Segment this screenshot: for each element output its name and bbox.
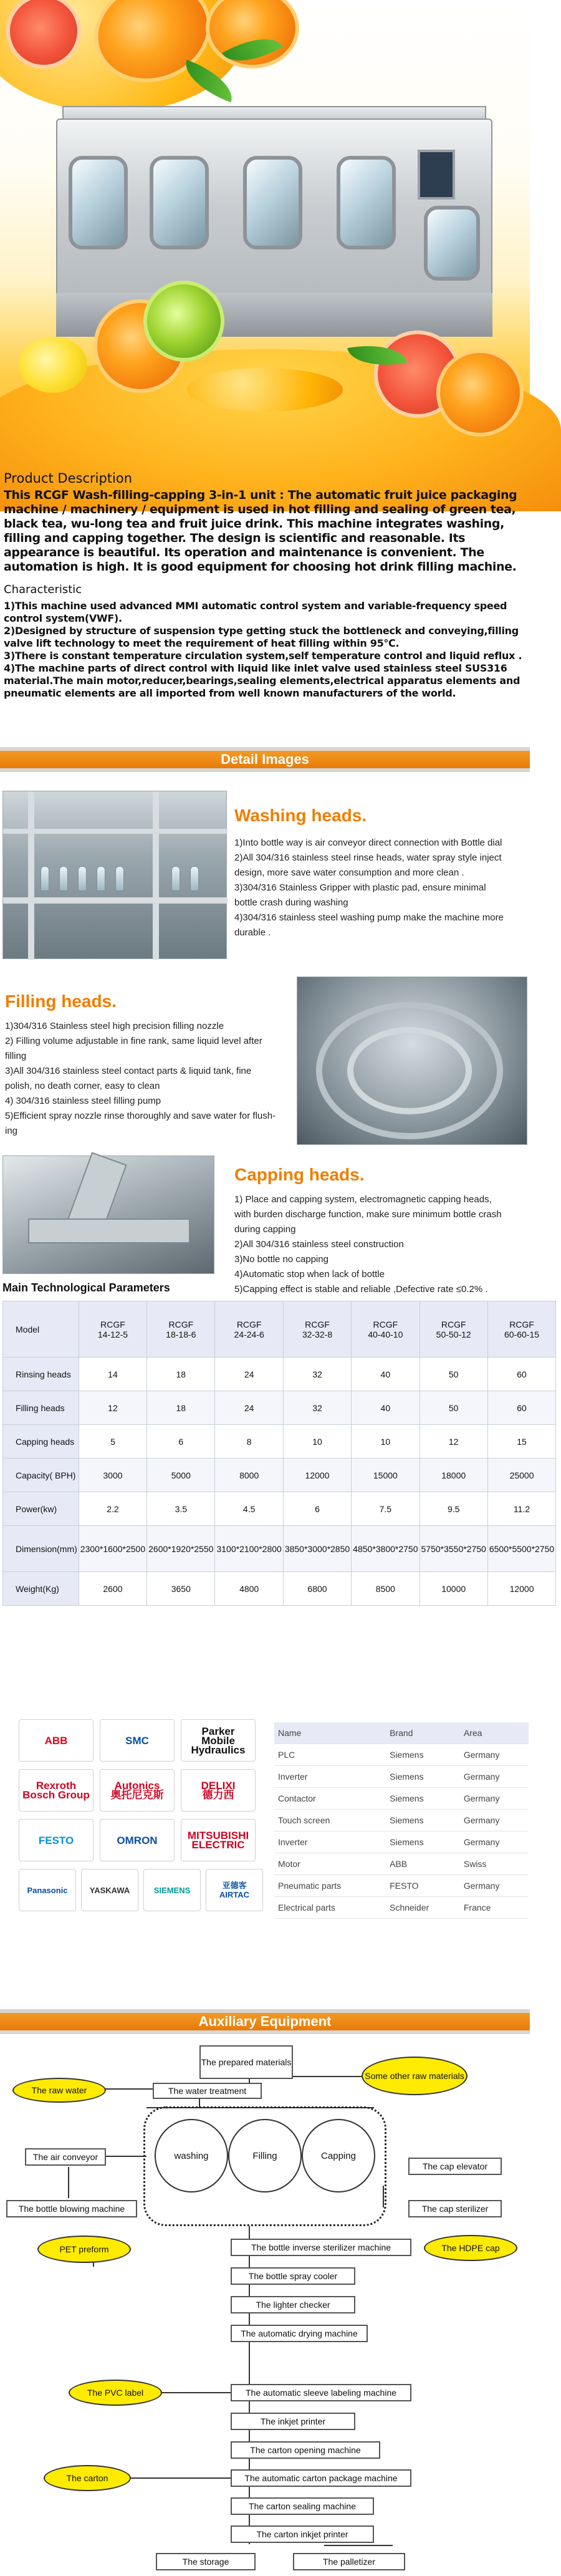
tech-cell: 5 bbox=[79, 1425, 146, 1459]
model-label: Model bbox=[3, 1301, 79, 1358]
parts-cell: Touch screen bbox=[274, 1810, 386, 1831]
tech-cell: 6 bbox=[147, 1425, 215, 1459]
tech-cell: 50 bbox=[420, 1358, 487, 1391]
tech-row bbox=[3, 1391, 556, 1425]
filling-list bbox=[5, 1019, 276, 1139]
tech-row-label: Dimension(mm) bbox=[3, 1526, 79, 1572]
parts-cell: Germany bbox=[460, 1766, 529, 1788]
parts-cell: Siemens bbox=[386, 1744, 460, 1766]
washing-list bbox=[234, 836, 504, 940]
brand-logo: ABB bbox=[19, 1719, 94, 1762]
parts-cell: Siemens bbox=[386, 1831, 460, 1853]
model-cell: RCGF 32-32-8 bbox=[283, 1301, 351, 1358]
filling-line: 2) Filling volume adjustable in fine rank, same liquid level after bbox=[5, 1036, 262, 1046]
tech-row-label: Capping heads bbox=[3, 1425, 79, 1459]
description-heading: Product Description bbox=[4, 471, 133, 486]
parts-row bbox=[274, 1810, 529, 1831]
model-cell: RCGF 14-12-5 bbox=[79, 1301, 146, 1358]
tech-cell: 8500 bbox=[352, 1572, 420, 1606]
brand-logo: Panasonic bbox=[19, 1869, 76, 1911]
washing-line: design, more save water consumption and more clean . bbox=[234, 867, 464, 878]
parts-cell: Inverter bbox=[274, 1766, 386, 1788]
tech-cell: 4.5 bbox=[215, 1492, 283, 1526]
capping-line: 3)No bottle no capping bbox=[234, 1254, 328, 1265]
tech-cell: 3000 bbox=[79, 1459, 146, 1492]
flow-pet-preform: PET preform bbox=[37, 2236, 131, 2263]
parts-row bbox=[274, 1897, 529, 1919]
brand-logo-grid bbox=[19, 1719, 268, 1916]
juice-splash-bottom bbox=[187, 368, 343, 412]
filling-line: polish, no death corner, easy to clean bbox=[5, 1081, 160, 1091]
flow-step: The carton inkjet printer bbox=[231, 2525, 374, 2543]
flow-washing: washing bbox=[155, 2119, 228, 2192]
washing-photo bbox=[2, 791, 227, 959]
flow-filling: Filling bbox=[228, 2119, 302, 2192]
washing-line: bottle crash during washing bbox=[234, 897, 348, 908]
parts-row bbox=[274, 1766, 529, 1788]
brand-logo: OMRON bbox=[100, 1819, 175, 1861]
capping-line: 5)Capping effect is stable and reliable ,Defective rate ≤0.2% . bbox=[234, 1284, 488, 1295]
flow-water-treatment: The water treatment bbox=[153, 2083, 262, 2099]
flow-carton: The carton bbox=[44, 2465, 131, 2491]
flow-step: The lighter checker bbox=[231, 2296, 355, 2313]
flow-step: The inkjet printer bbox=[231, 2413, 355, 2430]
brand-logo: DELIXI 德力西 bbox=[181, 1769, 256, 1811]
filling-title: Filling heads. bbox=[5, 991, 117, 1011]
parts-header-row bbox=[274, 1722, 529, 1744]
capping-line: 4)Automatic stop when lack of bottle bbox=[234, 1269, 385, 1280]
tech-cell: 18000 bbox=[420, 1459, 487, 1492]
tech-cell: 11.2 bbox=[487, 1492, 555, 1526]
flow-hdpe-cap: The HDPE cap bbox=[424, 2235, 517, 2261]
brand-logo: SMC bbox=[100, 1719, 175, 1762]
tech-cell: 60 bbox=[487, 1358, 555, 1391]
tech-cell: 4850*3800*2750 bbox=[352, 1526, 420, 1572]
tech-cell: 2.2 bbox=[79, 1492, 146, 1526]
parts-cell: Inverter bbox=[274, 1831, 386, 1853]
tech-cell: 10000 bbox=[420, 1572, 487, 1606]
parts-row bbox=[274, 1831, 529, 1853]
auxiliary-banner bbox=[0, 2009, 530, 2034]
detail-images-title: Detail Images bbox=[221, 751, 309, 767]
parts-cell: Germany bbox=[460, 1831, 529, 1853]
tech-cell: 3650 bbox=[147, 1572, 215, 1606]
flow-storage: The storage bbox=[156, 2553, 256, 2570]
tech-cell: 15 bbox=[487, 1425, 555, 1459]
washing-line: 1)Into bottle way is air conveyor direct connection with Bottle dial bbox=[234, 837, 502, 848]
tech-cell: 8 bbox=[215, 1425, 283, 1459]
parts-cell: ABB bbox=[386, 1853, 460, 1875]
detail-images-banner bbox=[0, 747, 530, 772]
capping-line: with burden discharge function, make sure minimum bottle crash bbox=[234, 1209, 502, 1220]
parts-row bbox=[274, 1744, 529, 1766]
control-panel bbox=[418, 150, 455, 200]
flow-capping: Capping bbox=[302, 2119, 375, 2192]
brand-logo: YASKAWA bbox=[81, 1869, 138, 1911]
flow-step: The carton sealing machine bbox=[231, 2497, 374, 2515]
flow-step: The automatic drying machine bbox=[231, 2325, 368, 2342]
capping-line: 1) Place and capping system, electromagnetic capping heads, bbox=[234, 1194, 492, 1205]
flow-step: The automatic carton package machine bbox=[231, 2469, 411, 2487]
auxiliary-flowchart bbox=[0, 2039, 530, 2576]
model-cell: RCGF 40-40-10 bbox=[352, 1301, 420, 1358]
brand-logo: Rexroth Bosch Group bbox=[19, 1769, 94, 1811]
model-cell: RCGF 60-60-15 bbox=[487, 1301, 555, 1358]
filling-line: 5)Efficient spray nozzle rinse thoroughly and save water for flush- bbox=[5, 1111, 276, 1121]
tech-cell: 24 bbox=[215, 1391, 283, 1425]
tech-cell: 3.5 bbox=[147, 1492, 215, 1526]
filling-line: 1)304/316 Stainless steel high precision filling nozzle bbox=[5, 1021, 224, 1031]
tech-row bbox=[3, 1459, 556, 1492]
filling-line: 4) 304/316 stainless steel filling pump bbox=[5, 1096, 161, 1106]
parts-header: Area bbox=[460, 1722, 529, 1744]
tech-header-row bbox=[3, 1301, 556, 1358]
auxiliary-title: Auxiliary Equipment bbox=[198, 2014, 332, 2029]
filling-photo bbox=[297, 977, 527, 1145]
characteristic-heading: Characteristic bbox=[4, 583, 82, 596]
tech-cell: 40 bbox=[352, 1391, 420, 1425]
characteristic-item: 2)Designed by structure of suspension type getting stuck the bottleneck and conveying,filling valve lift technology to meet the requirement of heat filling within 95℃. bbox=[4, 625, 519, 649]
filling-machine bbox=[56, 106, 492, 337]
model-cell: RCGF 24-24-6 bbox=[215, 1301, 283, 1358]
flow-step: The bottle spray cooler bbox=[231, 2267, 355, 2285]
tech-cell: 32 bbox=[283, 1391, 351, 1425]
tech-cell: 6800 bbox=[283, 1572, 351, 1606]
capping-list bbox=[234, 1192, 502, 1297]
tech-row-label: Capacity( BPH) bbox=[3, 1459, 79, 1492]
parts-cell: Siemens bbox=[386, 1788, 460, 1810]
tech-cell: 12000 bbox=[283, 1459, 351, 1492]
capping-title: Capping heads. bbox=[234, 1165, 365, 1184]
washing-title: Washing heads. bbox=[234, 806, 367, 825]
tech-row bbox=[3, 1425, 556, 1459]
tech-cell: 18 bbox=[147, 1391, 215, 1425]
tech-cell: 15000 bbox=[352, 1459, 420, 1492]
parts-cell: Germany bbox=[460, 1810, 529, 1831]
characteristic-item: 3)There is constant temperature circulation system,self temperature control and liquid reflux . bbox=[4, 650, 522, 662]
hero-banner-image bbox=[0, 0, 530, 468]
parts-table bbox=[274, 1722, 529, 1919]
flow-cap-elevator: The cap elevator bbox=[408, 2158, 502, 2175]
parts-cell: Electrical parts bbox=[274, 1897, 386, 1919]
tech-cell: 8000 bbox=[215, 1459, 283, 1492]
parts-cell: Swiss bbox=[460, 1853, 529, 1875]
tech-cell: 2600 bbox=[79, 1572, 146, 1606]
parts-cell: Siemens bbox=[386, 1766, 460, 1788]
tech-row-label: Rinsing heads bbox=[3, 1358, 79, 1391]
tech-cell: 4800 bbox=[215, 1572, 283, 1606]
description-lead: This RCGF Wash-filling-capping 3-in-1 unit : The automatic fruit juice packaging machine / machinery / equipment is used in hot filling and sealing of green tea, black tea, wu-long tea and fruit juice drink. This machine integrates washing, filling and capping together. The design is scientific and reasonable. Its appearance is beautiful. Its operation and maintenance is convenient. The automation is high. It is good equipment for choosing hot drink filling machine. bbox=[4, 488, 517, 574]
tech-cell: 32 bbox=[283, 1358, 351, 1391]
tech-cell: 3850*3000*2850 bbox=[283, 1526, 351, 1572]
flow-step: The carton opening machine bbox=[231, 2441, 380, 2459]
tech-row-label: Weight(Kg) bbox=[3, 1572, 79, 1606]
washing-line: 4)304/316 stainless steel washing pump make the machine more bbox=[234, 912, 504, 923]
tech-cell: 18 bbox=[147, 1358, 215, 1391]
tech-cell: 5750*3550*2750 bbox=[420, 1526, 487, 1572]
tech-cell: 14 bbox=[79, 1358, 146, 1391]
capping-line: 2)All 304/316 stainless steel construction bbox=[234, 1239, 404, 1250]
product-description bbox=[4, 471, 526, 700]
tech-cell: 2600*1920*2550 bbox=[147, 1526, 215, 1572]
capping-line: during capping bbox=[234, 1224, 296, 1235]
tech-row-label: Filling heads bbox=[3, 1391, 79, 1425]
parts-cell: Germany bbox=[460, 1875, 529, 1897]
capping-photo bbox=[2, 1155, 214, 1274]
parts-cell: France bbox=[460, 1897, 529, 1919]
filling-line: ing bbox=[5, 1126, 18, 1136]
tech-cell: 25000 bbox=[487, 1459, 555, 1492]
brand-logo: Parker Mobile Hydraulics bbox=[181, 1719, 256, 1762]
tech-title: Main Technological Parameters bbox=[2, 1281, 170, 1294]
flow-step: The palletizer bbox=[293, 2553, 405, 2570]
tech-cell: 12000 bbox=[487, 1572, 555, 1606]
tech-row bbox=[3, 1358, 556, 1391]
washing-line: durable . bbox=[234, 927, 271, 938]
tech-cell: 12 bbox=[420, 1425, 487, 1459]
lemon bbox=[19, 337, 87, 393]
characteristic-item: 4)The machine parts of direct control with liquid like inlet valve used stainless steel SUS316 material.The main motor,reducer,bearings,sealing elements,electrical apparatus elements and pneumatic elements are all imported from well known manufacturers of the world. bbox=[4, 662, 520, 699]
parts-header: Brand bbox=[386, 1722, 460, 1744]
flow-pvc-label: The PVC label bbox=[69, 2380, 162, 2406]
flow-step: The bottle inverse sterilizer machine bbox=[231, 2239, 411, 2256]
tech-cell: 24 bbox=[215, 1358, 283, 1391]
brand-logo: SIEMENS bbox=[143, 1869, 201, 1911]
parts-cell: PLC bbox=[274, 1744, 386, 1766]
tech-row bbox=[3, 1492, 556, 1526]
filling-line: 3)All 304/316 stainless steel contact parts & liquid tank, fine bbox=[5, 1066, 252, 1076]
tech-cell: 10 bbox=[283, 1425, 351, 1459]
tech-cell: 2300*1600*2500 bbox=[79, 1526, 146, 1572]
washing-line: 3)304/316 Stainless Gripper with plastic pad, ensure minimal bbox=[234, 882, 486, 893]
tech-cell: 12 bbox=[79, 1391, 146, 1425]
flow-cap-sterilizer: The cap sterilizer bbox=[408, 2200, 502, 2217]
model-cell: RCGF 50-50-12 bbox=[420, 1301, 487, 1358]
flow-raw-materials: Some other raw materials bbox=[362, 2057, 467, 2095]
flow-raw-water: The raw water bbox=[12, 2078, 106, 2103]
tech-cell: 3100*2100*2800 bbox=[215, 1526, 283, 1572]
tech-table bbox=[2, 1301, 556, 1606]
parts-cell: Siemens bbox=[386, 1810, 460, 1831]
flow-bottle-blowing: The bottle blowing machine bbox=[6, 2200, 137, 2217]
tech-cell: 6500*5500*2750 bbox=[487, 1526, 555, 1572]
tech-cell: 7.5 bbox=[352, 1492, 420, 1526]
orange-slice-right bbox=[436, 349, 524, 437]
lime-slice bbox=[143, 281, 224, 362]
parts-row bbox=[274, 1788, 529, 1810]
parts-cell: FESTO bbox=[386, 1875, 460, 1897]
flow-prepared-materials: The prepared materials bbox=[199, 2045, 293, 2079]
brand-logo: FESTO bbox=[19, 1819, 94, 1861]
parts-cell: Germany bbox=[460, 1788, 529, 1810]
model-cell: RCGF 18-18-6 bbox=[147, 1301, 215, 1358]
tech-row-label: Power(kw) bbox=[3, 1492, 79, 1526]
brand-logo: MITSUBISHI ELECTRIC bbox=[181, 1819, 256, 1861]
tech-row bbox=[3, 1572, 556, 1606]
tech-cell: 40 bbox=[352, 1358, 420, 1391]
parts-header: Name bbox=[274, 1722, 386, 1744]
parts-cell: Schneider bbox=[386, 1897, 460, 1919]
flow-air-conveyor: The air conveyor bbox=[25, 2148, 106, 2166]
parts-cell: Motor bbox=[274, 1853, 386, 1875]
parts-cell: Pneumatic parts bbox=[274, 1875, 386, 1897]
tech-cell: 50 bbox=[420, 1391, 487, 1425]
tech-cell: 9.5 bbox=[420, 1492, 487, 1526]
tech-row bbox=[3, 1526, 556, 1572]
tech-cell: 6 bbox=[283, 1492, 351, 1526]
parts-row bbox=[274, 1875, 529, 1897]
flow-step: The automatic sleeve labeling machine bbox=[231, 2384, 411, 2401]
filling-line: filling bbox=[5, 1051, 27, 1061]
parts-row bbox=[274, 1853, 529, 1875]
parts-cell: Contactor bbox=[274, 1788, 386, 1810]
brand-logo: Autonics 奥托尼克斯 bbox=[100, 1769, 175, 1811]
characteristic-item: 1)This machine used advanced MMI automatic control system and variable-frequency speed control system(VWF). bbox=[4, 600, 507, 624]
parts-cell: Germany bbox=[460, 1744, 529, 1766]
brand-logo: 亚德客 AIRTAC bbox=[206, 1869, 263, 1911]
tech-cell: 5000 bbox=[147, 1459, 215, 1492]
tech-cell: 10 bbox=[352, 1425, 420, 1459]
washing-line: 2)All 304/316 stainless steel rinse heads, water spray style inject bbox=[234, 852, 502, 863]
tech-cell: 60 bbox=[487, 1391, 555, 1425]
